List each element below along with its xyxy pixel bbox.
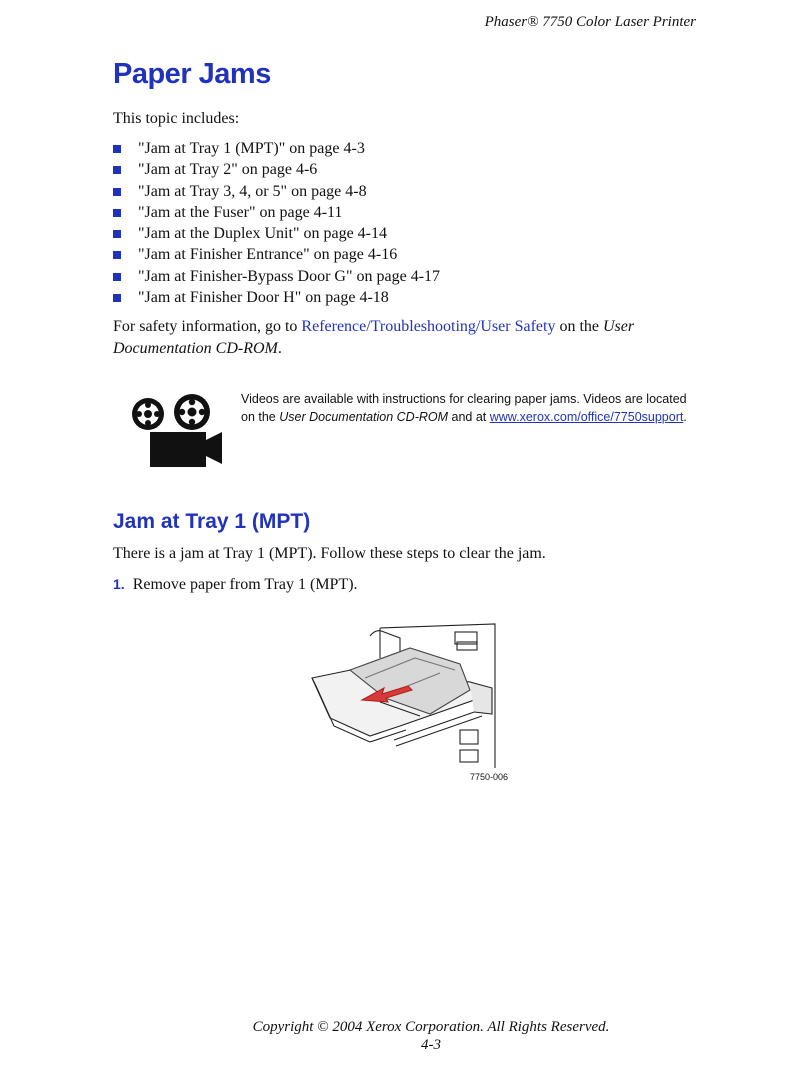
- film-projector-icon: [126, 392, 224, 472]
- page-number: 4-3: [421, 1037, 441, 1053]
- topic-list: [113, 138, 440, 308]
- safety-link[interactable]: Reference/Troubleshooting/User Safety: [301, 318, 556, 335]
- figure-caption: 7750-006: [470, 772, 509, 782]
- safety-paragraph: For safety information, go to Reference/Troubleshooting/User Safety on the User Documentation CD-ROM.: [113, 318, 635, 357]
- doc-title: User Documentation CD-ROM: [113, 318, 635, 357]
- step-number: 1.: [113, 576, 125, 592]
- list-item[interactable]: "Jam at Tray 1 (MPT)" on page 4-3: [113, 138, 440, 159]
- copyright: Copyright © 2004 Xerox Corporation. All Rights Reserved.: [252, 1019, 610, 1035]
- step-item: [113, 576, 358, 594]
- running-header: Phaser® 7750 Color Laser Printer: [484, 14, 696, 30]
- bullet-icon: [113, 209, 121, 217]
- intro-text: This topic includes:: [113, 110, 240, 127]
- video-note: Videos are available with instructions for clearing paper jams. Videos are located on the User Documentation CD-ROM and at www.xerox.com/office/7750support.: [241, 392, 687, 424]
- tray1-illustration: [310, 618, 510, 768]
- step-text: Remove paper from Tray 1 (MPT).: [132, 576, 358, 593]
- list-item[interactable]: "Jam at Finisher-Bypass Door G" on page 4-17: [113, 266, 440, 287]
- bullet-icon: [113, 230, 121, 238]
- doc-title: User Documentation CD-ROM: [279, 410, 449, 424]
- list-item[interactable]: "Jam at the Fuser" on page 4-11: [113, 202, 440, 223]
- bullet-icon: [113, 251, 121, 259]
- page-footer: [0, 1018, 808, 1054]
- list-item[interactable]: "Jam at Finisher Entrance" on page 4-16: [113, 244, 440, 265]
- list-item[interactable]: "Jam at the Duplex Unit" on page 4-14: [113, 223, 440, 244]
- page-title: Paper Jams: [113, 58, 271, 90]
- bullet-icon: [113, 188, 121, 196]
- section-title: Jam at Tray 1 (MPT): [113, 510, 311, 533]
- support-link[interactable]: www.xerox.com/office/7750support: [489, 410, 684, 424]
- section-intro: There is a jam at Tray 1 (MPT). Follow these steps to clear the jam.: [113, 545, 546, 562]
- bullet-icon: [113, 294, 121, 302]
- bullet-icon: [113, 145, 121, 153]
- bullet-icon: [113, 273, 121, 281]
- list-item[interactable]: "Jam at Tray 2" on page 4-6: [113, 159, 440, 180]
- list-item[interactable]: "Jam at Finisher Door H" on page 4-18: [113, 287, 440, 308]
- list-item[interactable]: "Jam at Tray 3, 4, or 5" on page 4-8: [113, 181, 440, 202]
- bullet-icon: [113, 166, 121, 174]
